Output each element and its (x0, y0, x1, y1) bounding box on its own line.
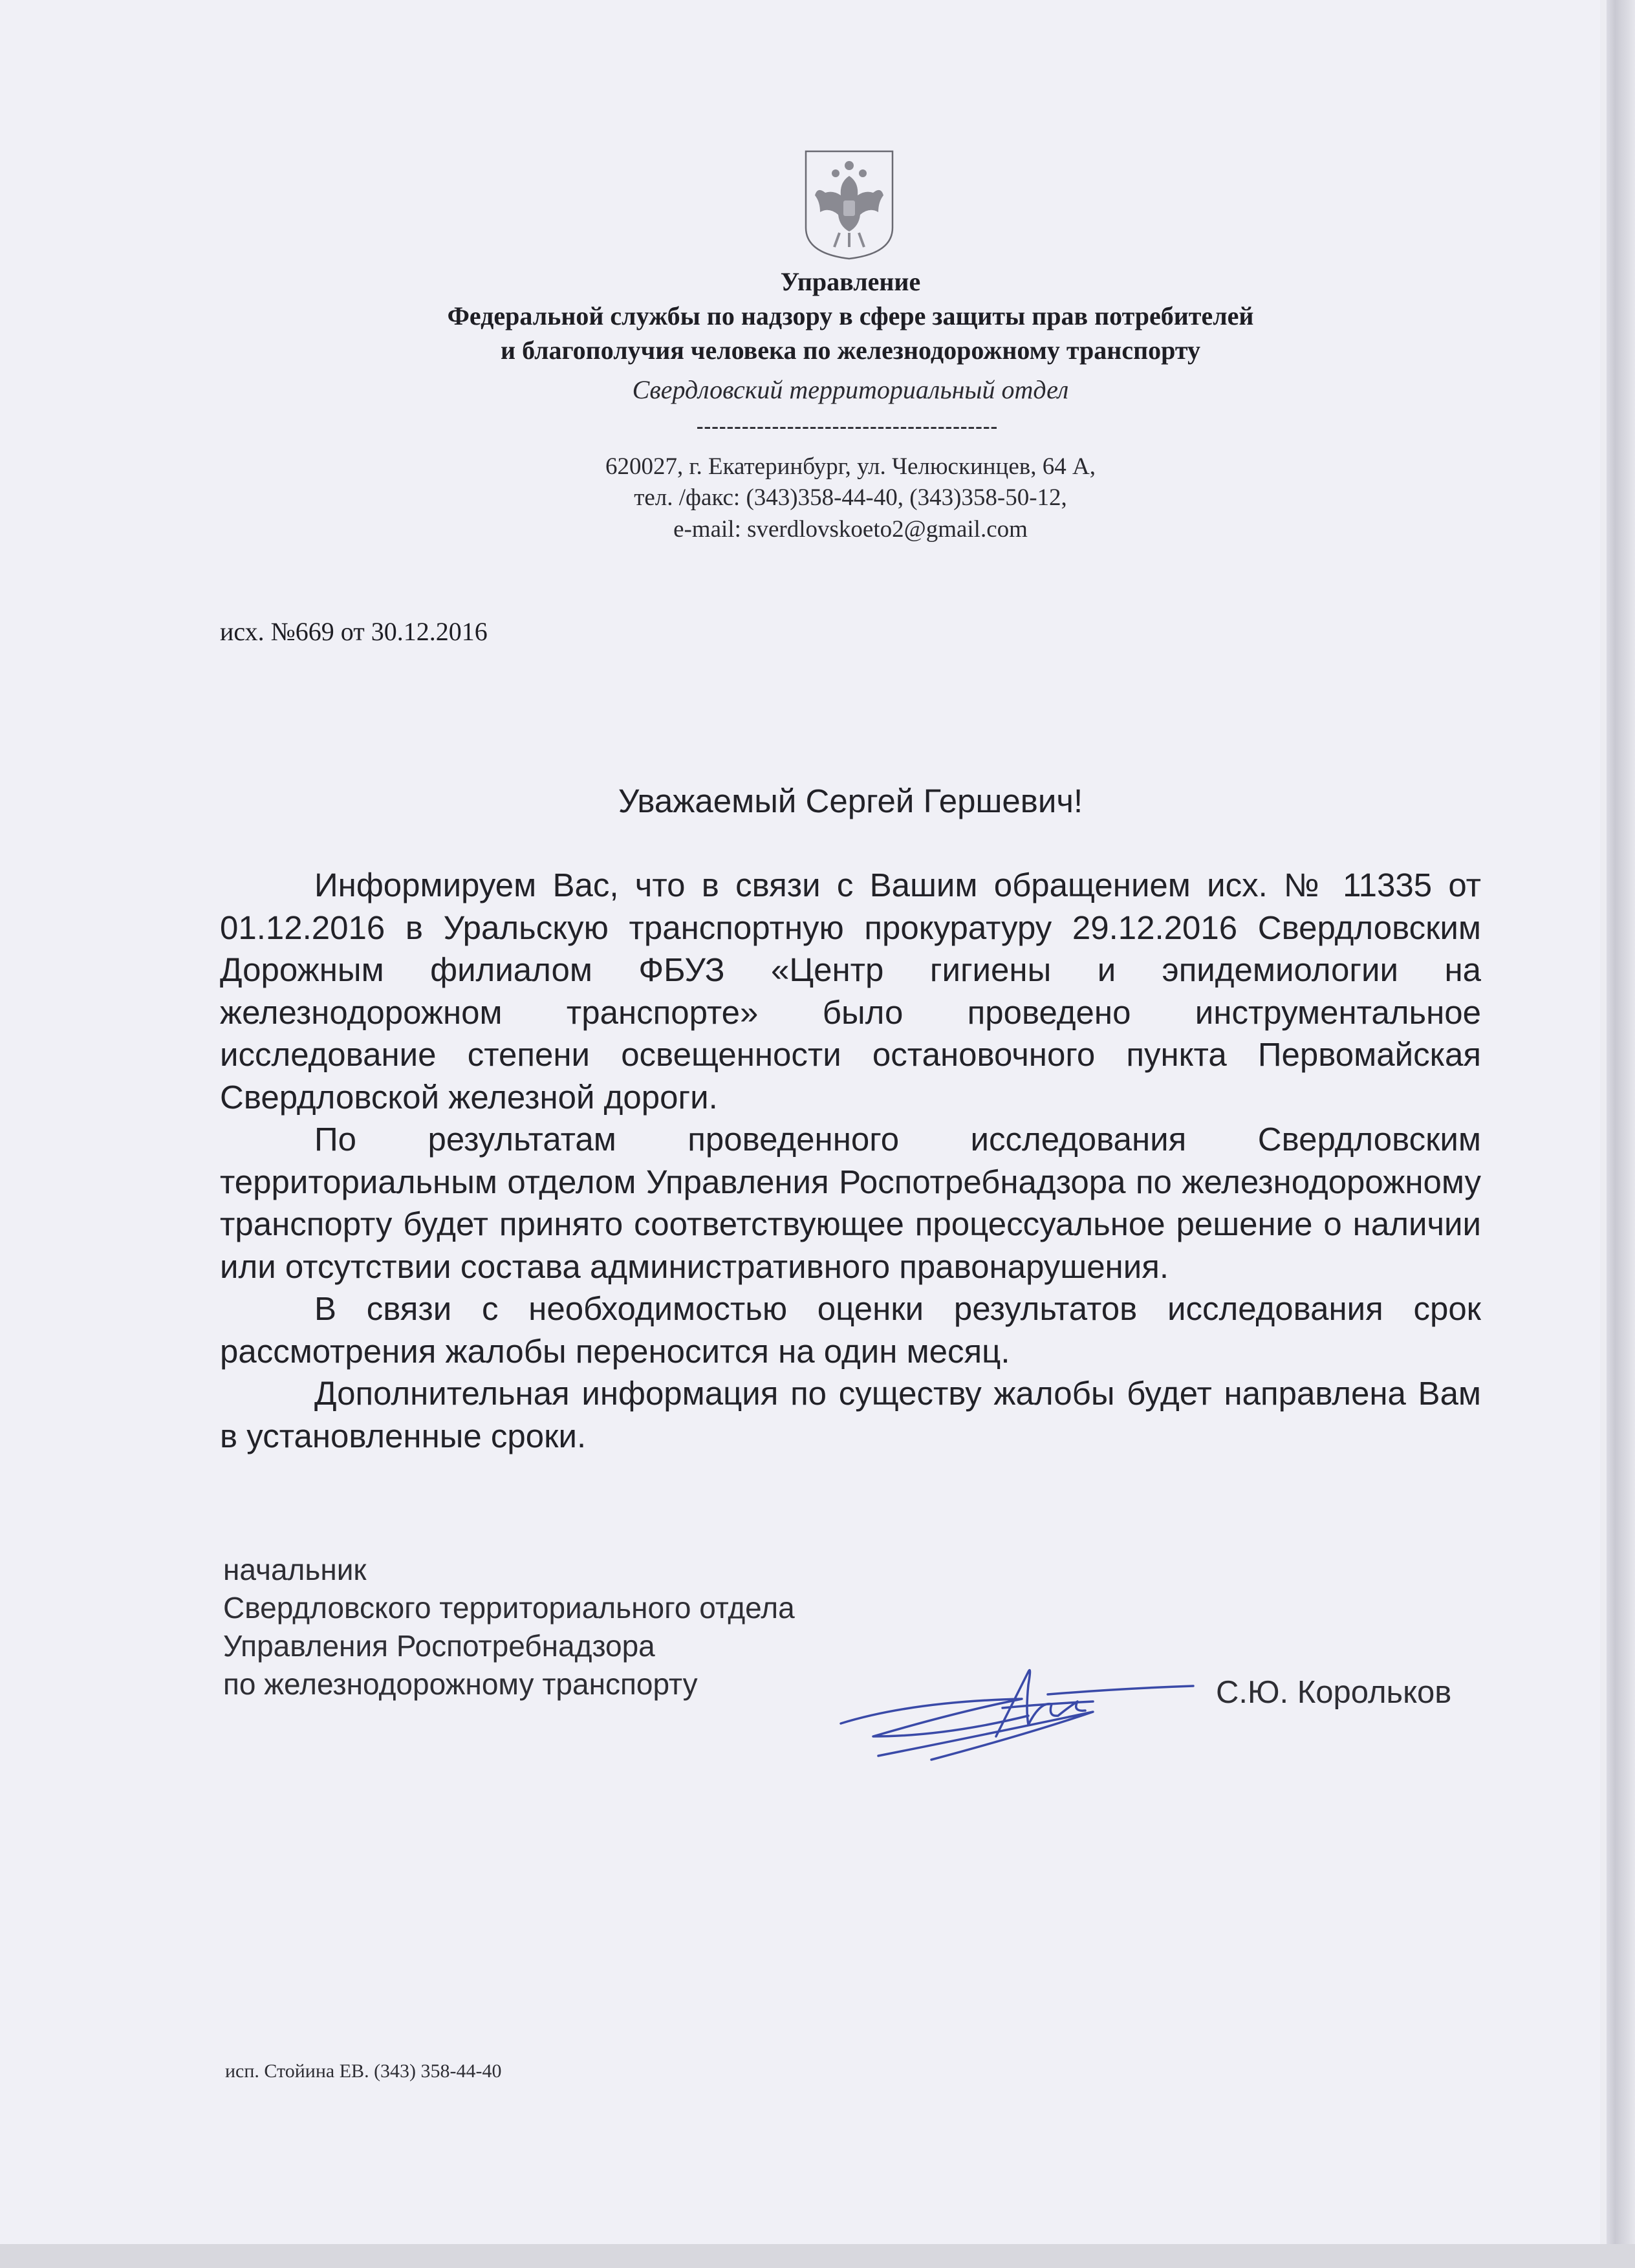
signer-title-line: по железнодорожному транспорту (223, 1667, 698, 1701)
phone-line: тел. /факс: (343)358-44-40, (343)358-50-12, (634, 484, 1067, 511)
signer-title-line: Управления Роспотребнадзора (223, 1629, 655, 1663)
org-name-line2: Федеральной службы по надзору в сфере защиты прав потребителей (447, 301, 1254, 330)
body-paragraph: Дополнительная информация по существу жалобы будет направлена Вам в установленные сроки. (220, 1375, 1481, 1454)
scan-bottom-edge (0, 2244, 1635, 2268)
handwritten-signature (834, 1639, 1196, 1769)
scan-edge (1607, 0, 1635, 2244)
body-paragraph: По результатам проведенного исследования Свердловским территориальным отделом Управления Роспотребнадзора по железнодорожному транспорту будет принято соответствующее процессуальное решение о наличии или отсутствии состава административного правонарушения. (220, 1121, 1481, 1285)
coat-of-arms-icon (801, 150, 898, 260)
signer-title (223, 1551, 795, 1703)
org-name-line3: и благополучия человека по железнодорожному транспорту (501, 336, 1200, 365)
email-line: e-mail: sverdlovskoeto2@gmail.com (673, 516, 1028, 543)
body-paragraph: В связи с необходимостью оценки результатов исследования срок рассмотрения жалобы переносится на один месяц. (220, 1290, 1481, 1370)
department-name: Свердловский территориальный отдел (632, 375, 1069, 404)
org-name-line1: Управление (780, 267, 921, 296)
body-paragraph: Информируем Вас, что в связи с Вашим обращением исх. № 11335 от 01.12.2016 в Уральскую транспортную прокуратуру 29.12.2016 Свердловским Дорожным филиалом ФБУЗ «Центр гигиены и эпидемиологии на железнодорожном транспорте» было проведено инструментальное исследование степени освещенности остановочного пункта Первомайская Свердловской железной дороги. (220, 867, 1481, 1116)
signer-title-line: начальник (223, 1553, 367, 1586)
executor-note: исп. Стойина ЕВ. (343) 358-44-40 (225, 2060, 502, 2082)
address-line: 620027, г. Екатеринбург, ул. Челюскинцев, 64 А, (605, 453, 1096, 480)
signer-name: С.Ю. Корольков (1216, 1675, 1452, 1710)
letter-body (220, 864, 1481, 1457)
outgoing-reference: исх. №669 от 30.12.2016 (220, 617, 488, 646)
salutation: Уважаемый Сергей Гершевич! (618, 783, 1083, 819)
header-separator: ---------------------------------------- (696, 414, 999, 437)
signer-title-line: Свердловского территориального отдела (223, 1591, 795, 1625)
